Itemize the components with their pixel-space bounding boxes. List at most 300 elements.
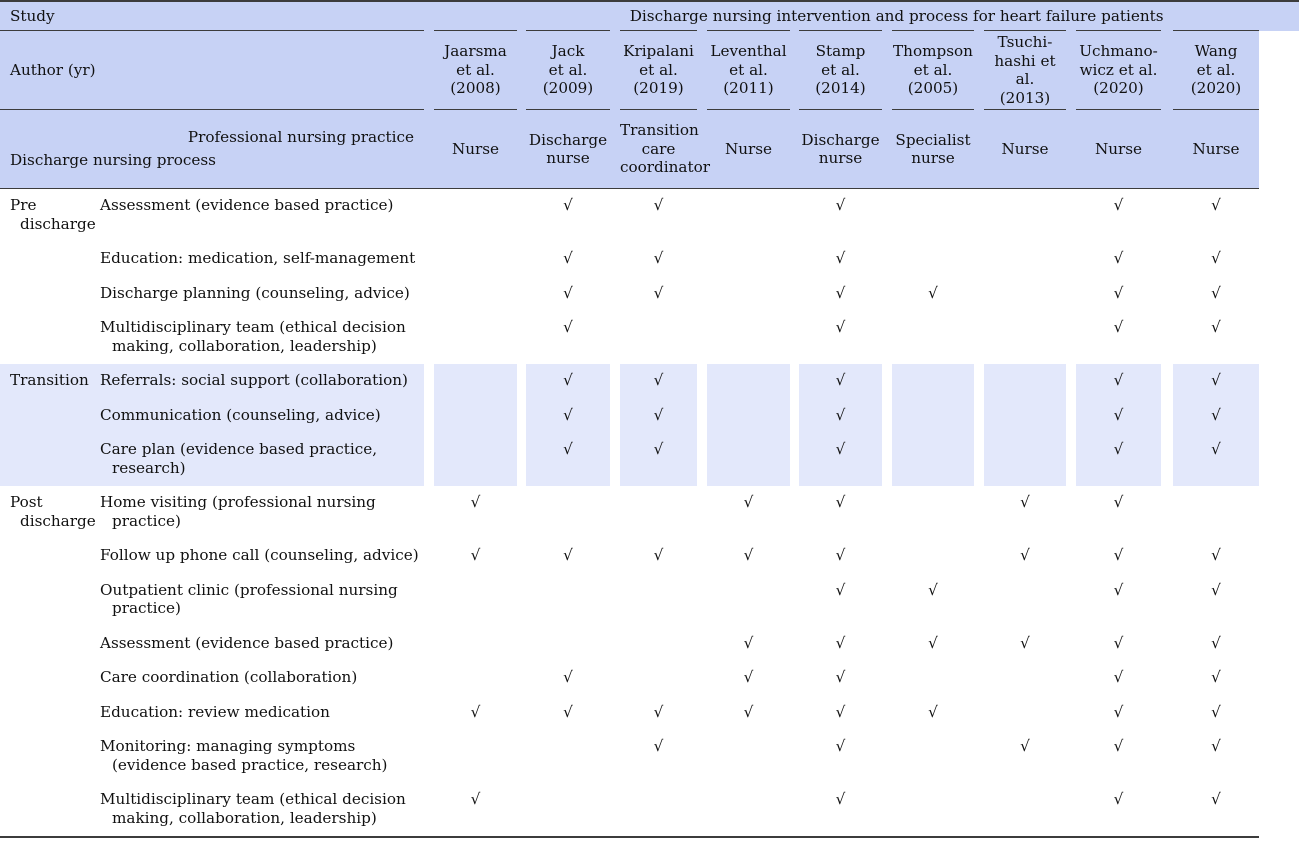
column-gap — [882, 627, 892, 662]
column-gap — [1161, 110, 1173, 189]
check-mark: √ — [563, 546, 573, 564]
check-mark: √ — [835, 196, 846, 214]
table-row — [0, 242, 1299, 277]
column-gap — [697, 696, 707, 731]
line-text: hashi et al. — [994, 51, 1056, 88]
column-gap — [882, 783, 892, 837]
check-mark: √ — [653, 196, 664, 214]
empty-cell — [434, 661, 517, 696]
author-label: Author (yr) — [0, 31, 424, 110]
empty-cell — [434, 277, 517, 312]
line-text: Stamp — [815, 42, 866, 61]
empty-cell — [892, 730, 974, 783]
line-text: nurse — [818, 149, 863, 167]
column-gap — [1161, 31, 1173, 110]
check-mark: √ — [928, 633, 938, 652]
empty-cell — [892, 783, 974, 837]
empty-cell — [434, 189, 517, 243]
column-gap — [1161, 486, 1173, 539]
check-mark: √ — [1113, 249, 1124, 267]
line-text: Jaarsma — [444, 42, 507, 61]
line-text: discharge — [20, 511, 96, 530]
check-mark: √ — [799, 399, 882, 434]
profession-header — [799, 110, 882, 189]
column-gap — [1161, 433, 1173, 486]
line-text: (2011) — [723, 79, 774, 98]
line-text: nurse — [911, 149, 955, 167]
item-text: Discharge planning (counseling, advice) — [100, 283, 410, 302]
check-mark: √ — [1173, 433, 1259, 486]
process-item — [97, 627, 424, 662]
line-text: (2013) — [999, 88, 1051, 107]
empty-cell — [526, 486, 610, 539]
column-gap — [610, 574, 620, 627]
table-row — [0, 696, 1299, 731]
line-text: et al. — [821, 60, 860, 79]
empty-cell — [984, 783, 1066, 837]
column-gap — [882, 399, 892, 434]
author-header — [799, 31, 882, 110]
check-mark: √ — [620, 364, 697, 399]
column-gap — [610, 242, 620, 277]
column-gap — [517, 189, 526, 243]
item-text: Multidisciplinary team (ethical decision — [100, 790, 406, 808]
column-gap — [517, 783, 526, 837]
check-mark: √ — [799, 783, 882, 837]
column-gap — [697, 574, 707, 627]
line-text: et al. — [456, 60, 495, 79]
column-gap — [882, 242, 892, 277]
column-gap — [974, 433, 984, 486]
line-text: Nurse — [1094, 139, 1143, 158]
column-gap — [790, 399, 799, 434]
column-gap — [882, 574, 892, 627]
column-gap — [424, 696, 434, 731]
phase-cell — [0, 539, 97, 574]
check-mark: √ — [799, 364, 882, 399]
check-mark: √ — [1113, 580, 1124, 599]
check-mark: √ — [653, 283, 664, 302]
column-gap — [1066, 364, 1076, 399]
column-gap — [1066, 31, 1076, 110]
column-gap — [517, 486, 526, 539]
empty-cell — [984, 574, 1066, 627]
author-header — [620, 31, 697, 110]
check-mark: √ — [1211, 668, 1221, 686]
line-text: Thompson — [893, 42, 973, 61]
line-text: et al. — [913, 60, 953, 79]
column-gap — [882, 696, 892, 731]
table-row — [0, 364, 1299, 399]
column-gap — [974, 627, 984, 662]
empty-cell — [892, 189, 974, 243]
check-mark: √ — [1113, 668, 1124, 686]
line-text: Post — [10, 493, 43, 511]
process-item — [97, 730, 424, 783]
line-text: (2009) — [542, 79, 594, 98]
line-text: Nurse — [724, 139, 773, 158]
column-gap — [1066, 696, 1076, 731]
phase-label — [0, 189, 97, 243]
check-mark: √ — [1211, 249, 1221, 267]
author-header — [892, 31, 974, 110]
professional-practice-label: Professional nursing practice — [187, 128, 414, 146]
column-gap — [424, 399, 434, 434]
check-mark: √ — [470, 493, 481, 511]
column-gap — [1066, 539, 1076, 574]
empty-cell — [620, 783, 697, 837]
column-gap — [974, 661, 984, 696]
line-text: et al. — [729, 60, 768, 79]
check-mark: √ — [1113, 633, 1124, 652]
column-gap — [974, 311, 984, 364]
process-item — [97, 661, 424, 696]
check-mark: √ — [1113, 283, 1124, 302]
check-mark: √ — [835, 668, 846, 686]
column-gap — [1066, 399, 1076, 434]
check-mark: √ — [620, 399, 697, 434]
check-mark: √ — [743, 633, 754, 652]
column-gap — [1161, 399, 1173, 434]
phase-cell — [0, 242, 97, 277]
column-gap — [790, 783, 799, 837]
check-mark: √ — [1076, 364, 1161, 399]
empty-cell — [892, 364, 974, 399]
column-gap — [610, 277, 620, 312]
line-text: et al. — [639, 60, 678, 79]
line-text: wicz et al. — [1079, 60, 1158, 79]
table-row — [0, 486, 1299, 539]
column-gap — [424, 311, 434, 364]
column-gap — [790, 277, 799, 312]
column-gap — [610, 189, 620, 243]
column-gap — [974, 189, 984, 243]
process-item — [97, 433, 424, 486]
empty-cell — [984, 399, 1066, 434]
column-gap — [610, 110, 620, 189]
column-gap — [1161, 539, 1173, 574]
line-text: Uchmano- — [1079, 42, 1158, 61]
check-mark: √ — [799, 433, 882, 486]
column-gap — [697, 433, 707, 486]
column-gap — [1161, 730, 1173, 783]
check-mark: √ — [835, 702, 846, 721]
column-gap — [610, 364, 620, 399]
line-text: discharge — [20, 214, 96, 233]
line-text: Specialist — [895, 130, 971, 149]
check-mark: √ — [1076, 433, 1161, 486]
check-mark: √ — [743, 702, 754, 721]
item-text-cont: making, collaboration, leadership) — [112, 808, 377, 827]
column-gap — [790, 574, 799, 627]
column-gap — [974, 277, 984, 312]
line-text: Nurse — [451, 139, 500, 158]
check-mark: √ — [1020, 493, 1030, 511]
check-mark: √ — [1211, 702, 1221, 721]
column-gap — [974, 783, 984, 837]
column-gap — [517, 661, 526, 696]
phase-cell — [0, 433, 97, 486]
column-gap — [424, 730, 434, 783]
check-mark: √ — [563, 283, 573, 302]
column-gap — [697, 399, 707, 434]
column-gap — [517, 277, 526, 312]
column-gap — [610, 730, 620, 783]
item-text: Communication (counseling, advice) — [100, 405, 381, 424]
corner-header — [0, 110, 424, 189]
column-gap — [1066, 277, 1076, 312]
column-gap — [974, 110, 984, 189]
process-item — [97, 277, 424, 312]
check-mark: √ — [835, 737, 846, 755]
process-item — [97, 486, 424, 539]
column-gap — [610, 661, 620, 696]
check-mark: √ — [743, 668, 754, 686]
check-mark: √ — [1173, 399, 1259, 434]
column-gap — [790, 539, 799, 574]
check-mark: √ — [835, 633, 846, 652]
empty-cell — [984, 311, 1066, 364]
line-text: nurse — [546, 149, 590, 167]
check-mark: √ — [928, 283, 938, 302]
column-gap — [517, 696, 526, 731]
line-text: Discharge — [801, 130, 880, 149]
column-gap — [424, 364, 434, 399]
check-mark: √ — [835, 546, 846, 564]
table-row — [0, 399, 1299, 434]
check-mark: √ — [563, 318, 573, 336]
column-gap — [610, 696, 620, 731]
process-item — [97, 364, 424, 399]
author-header — [434, 31, 517, 110]
column-gap — [882, 189, 892, 243]
discharge-process-label: Discharge nursing process — [10, 151, 216, 169]
check-mark: √ — [1211, 737, 1221, 755]
process-item — [97, 574, 424, 627]
column-gap — [790, 31, 799, 110]
column-gap — [697, 189, 707, 243]
column-gap — [882, 486, 892, 539]
item-text: Multidisciplinary team (ethical decision — [100, 318, 406, 336]
line-text: Nurse — [1192, 139, 1240, 158]
column-gap — [697, 31, 707, 110]
column-gap — [424, 574, 434, 627]
table-topic: Discharge nursing intervention and process for heart failure patients — [434, 1, 1299, 31]
author-header — [984, 31, 1066, 110]
column-gap — [517, 730, 526, 783]
column-gap — [974, 399, 984, 434]
column-gap — [1161, 189, 1173, 243]
column-gap — [697, 311, 707, 364]
empty-cell — [1173, 486, 1259, 539]
line-text: et al. — [1196, 60, 1236, 79]
column-gap — [610, 311, 620, 364]
item-text: Assessment (evidence based practice) — [100, 196, 394, 214]
column-gap — [517, 31, 526, 110]
column-gap — [882, 311, 892, 364]
column-gap — [424, 661, 434, 696]
empty-cell — [620, 574, 697, 627]
column-gap — [424, 627, 434, 662]
profession-header — [984, 110, 1066, 189]
check-mark: √ — [620, 433, 697, 486]
check-mark: √ — [1113, 196, 1124, 214]
check-mark: √ — [563, 196, 573, 214]
process-item — [97, 399, 424, 434]
table-row — [0, 189, 1299, 243]
column-gap — [790, 627, 799, 662]
line-text: Transition — [10, 371, 89, 389]
empty-cell — [707, 783, 790, 837]
column-gap — [1161, 311, 1173, 364]
empty-cell — [707, 364, 790, 399]
phase-cell — [0, 277, 97, 312]
check-mark: √ — [526, 433, 610, 486]
column-gap — [697, 242, 707, 277]
column-gap — [790, 730, 799, 783]
column-gap — [697, 486, 707, 539]
item-text: Follow up phone call (counseling, advice) — [100, 546, 419, 564]
table-row — [0, 783, 1299, 837]
item-text: Monitoring: managing symptoms — [100, 737, 356, 755]
line-text: (2008) — [450, 79, 501, 98]
profession-header — [1076, 110, 1161, 189]
line-text: Discharge — [528, 130, 608, 149]
column-gap — [517, 433, 526, 486]
column-gap — [610, 399, 620, 434]
check-mark: √ — [1211, 283, 1221, 302]
check-mark: √ — [835, 283, 846, 302]
process-item — [97, 696, 424, 731]
process-item — [97, 311, 424, 364]
check-mark: √ — [1020, 737, 1030, 755]
column-gap — [1066, 730, 1076, 783]
table-row — [0, 539, 1299, 574]
check-mark: √ — [743, 493, 754, 511]
phase-label — [0, 486, 97, 539]
column-gap — [882, 110, 892, 189]
profession-header — [526, 110, 610, 189]
column-gap — [610, 783, 620, 837]
item-text: Care plan (evidence based practice, — [100, 440, 378, 458]
empty-cell — [707, 399, 790, 434]
empty-cell — [984, 433, 1066, 486]
column-gap — [1066, 433, 1076, 486]
line-text: care — [641, 139, 676, 158]
column-gap — [1066, 242, 1076, 277]
empty-cell — [707, 311, 790, 364]
process-item — [97, 189, 424, 243]
column-gap — [790, 364, 799, 399]
column-gap — [697, 661, 707, 696]
empty-cell — [892, 433, 974, 486]
check-mark: √ — [928, 702, 938, 721]
item-text-cont: (evidence based practice, research) — [112, 755, 388, 774]
line-text: et al. — [548, 60, 588, 79]
profession-header — [1173, 110, 1259, 189]
column-gap — [1161, 783, 1173, 837]
process-item — [97, 783, 424, 837]
process-item — [97, 242, 424, 277]
empty-cell — [434, 364, 517, 399]
table-row — [0, 730, 1299, 783]
table-row — [0, 433, 1299, 486]
check-mark: √ — [1211, 196, 1221, 214]
empty-cell — [892, 399, 974, 434]
column-gap — [610, 486, 620, 539]
phase-cell — [0, 730, 97, 783]
column-gap — [1161, 696, 1173, 731]
empty-cell — [526, 730, 610, 783]
line-text: Tsuchi- — [997, 33, 1053, 51]
check-mark: √ — [563, 249, 573, 267]
column-gap — [610, 627, 620, 662]
column-gap — [517, 311, 526, 364]
column-gap — [1066, 627, 1076, 662]
column-gap — [1161, 574, 1173, 627]
check-mark: √ — [526, 364, 610, 399]
empty-cell — [434, 627, 517, 662]
check-mark: √ — [653, 249, 664, 267]
check-mark: √ — [1113, 318, 1124, 336]
table-body — [0, 189, 1299, 838]
author-header — [1173, 31, 1259, 110]
check-mark: √ — [1173, 364, 1259, 399]
phase-cell — [0, 399, 97, 434]
column-gap — [974, 486, 984, 539]
column-gap — [424, 539, 434, 574]
column-gap — [697, 364, 707, 399]
check-mark: √ — [1113, 737, 1124, 755]
item-text-cont: practice) — [112, 511, 181, 530]
empty-cell — [984, 364, 1066, 399]
column-gap — [1066, 783, 1076, 837]
empty-cell — [984, 277, 1066, 312]
column-gap — [790, 433, 799, 486]
column-gap — [1066, 110, 1076, 189]
empty-cell — [620, 627, 697, 662]
column-gap — [424, 433, 434, 486]
column-gap — [517, 399, 526, 434]
profession-header — [892, 110, 974, 189]
check-mark: √ — [653, 737, 664, 755]
author-header — [1076, 31, 1161, 110]
phase-cell — [0, 783, 97, 837]
item-text: Assessment (evidence based practice) — [100, 633, 394, 652]
column-gap — [882, 31, 892, 110]
column-gap — [790, 110, 799, 189]
check-mark: √ — [1211, 318, 1221, 336]
column-gap — [1161, 364, 1173, 399]
study-label: Study — [0, 1, 424, 31]
empty-cell — [984, 189, 1066, 243]
column-gap — [974, 31, 984, 110]
line-text: (2020) — [1093, 79, 1144, 98]
column-gap — [697, 730, 707, 783]
empty-cell — [707, 242, 790, 277]
item-text: Care coordination (collaboration) — [100, 668, 358, 686]
check-mark: √ — [526, 399, 610, 434]
column-gap — [1161, 661, 1173, 696]
column-gap — [882, 661, 892, 696]
phase-cell — [0, 627, 97, 662]
check-mark: √ — [928, 580, 938, 599]
column-gap — [610, 31, 620, 110]
column-gap — [790, 189, 799, 243]
column-gap — [790, 661, 799, 696]
column-gap — [1066, 311, 1076, 364]
line-text: Transition — [620, 121, 699, 140]
